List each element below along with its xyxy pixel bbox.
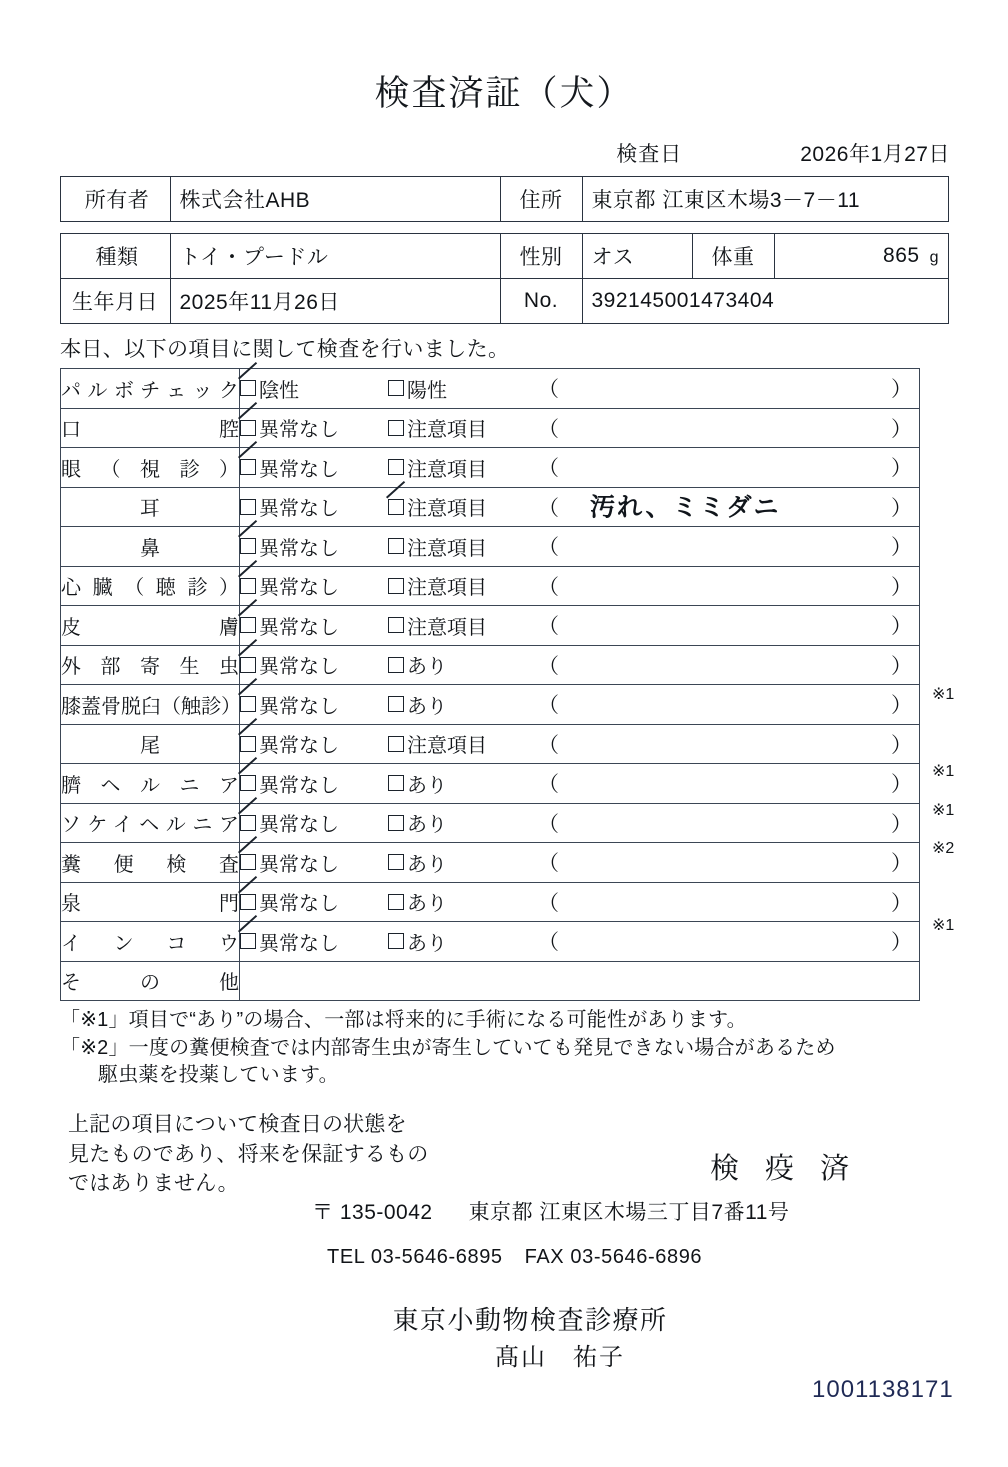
- paren-close: ）: [891, 536, 912, 560]
- footnote-mark: ※2: [932, 840, 955, 857]
- paren-open: （: [538, 694, 559, 718]
- checkbox-option-label: 注意項目: [407, 498, 487, 521]
- paren-close: ）: [891, 812, 912, 836]
- unchecked-box-icon[interactable]: [388, 775, 404, 791]
- checkbox-option[interactable]: [240, 492, 388, 521]
- checklist-item-label: 外部寄生虫: [61, 645, 240, 685]
- unchecked-box-icon[interactable]: [388, 538, 404, 554]
- checklist-row: [61, 645, 920, 685]
- owner-label: 所有者: [60, 177, 170, 222]
- checklist-item-label: 膝蓋骨脱臼（触診）: [61, 685, 240, 725]
- microchip-no-label: No.: [500, 279, 582, 324]
- footnote-mark: [926, 445, 986, 484]
- checklist-wrapper: [60, 368, 955, 1001]
- breed-value: トイ・プードル: [170, 234, 500, 279]
- clinic-address-line: [312, 1196, 789, 1226]
- checklist-item-label: パルボチェック: [61, 369, 240, 409]
- checklist-item-options: [240, 764, 920, 804]
- checkbox-option[interactable]: [240, 611, 388, 640]
- remark-field[interactable]: [538, 729, 919, 759]
- checkbox-option[interactable]: [240, 374, 388, 403]
- clinic-name: 東京小動物検査診療所: [392, 1304, 668, 1335]
- paren-open: （: [538, 457, 559, 481]
- checkbox-option-label: 異常なし: [259, 419, 339, 442]
- checklist-row: [61, 369, 920, 409]
- birth-row: [60, 279, 948, 324]
- checkbox-option-label: 異常なし: [259, 656, 339, 679]
- checklist-item-options: [240, 803, 920, 843]
- footnote-mark: [926, 561, 986, 600]
- checkbox-option-label: 注意項目: [407, 577, 487, 600]
- remark-field[interactable]: [538, 887, 919, 917]
- checklist-item-label: 心臓（聴診）: [61, 566, 240, 606]
- checkbox-option-label: 異常なし: [259, 498, 339, 521]
- footnote-mark: [926, 368, 986, 407]
- paren-open: （: [538, 536, 559, 560]
- footnote-mark: [926, 638, 986, 677]
- unchecked-box-icon[interactable]: [388, 854, 404, 870]
- unchecked-box-icon[interactable]: [388, 617, 404, 633]
- checkbox-option-label: 異常なし: [259, 735, 339, 758]
- remark-field[interactable]: [538, 492, 919, 522]
- checkbox-option-label: あり: [407, 695, 447, 718]
- checklist-row: [61, 527, 920, 567]
- checked-box-icon[interactable]: [240, 459, 256, 475]
- checked-box-icon[interactable]: [240, 894, 256, 910]
- paren-open: （: [538, 615, 559, 639]
- unchecked-box-icon[interactable]: [388, 657, 404, 673]
- checkbox-option[interactable]: [388, 413, 538, 442]
- paren-open: （: [538, 891, 559, 915]
- checkbox-option[interactable]: [240, 729, 388, 758]
- checked-box-icon[interactable]: [240, 657, 256, 673]
- checkbox-option-label: あり: [407, 853, 447, 876]
- footnote-mark: ※1: [932, 917, 955, 934]
- unchecked-box-icon[interactable]: [388, 696, 404, 712]
- checkbox-option[interactable]: [388, 374, 538, 403]
- paren-close: ）: [891, 575, 912, 599]
- checked-box-icon[interactable]: [240, 775, 256, 791]
- checked-box-icon[interactable]: [240, 736, 256, 752]
- footnotes: [60, 1007, 948, 1090]
- intro-text: 本日、以下の項目に関して検査を行いました。: [60, 338, 510, 361]
- checklist-row: [61, 448, 920, 488]
- checkbox-option-label: 陽性: [407, 379, 447, 402]
- checked-box-icon[interactable]: [240, 933, 256, 949]
- footnote-mark: [926, 715, 986, 754]
- clinic-address: 東京都 江東区木場三丁目7番11号: [468, 1200, 790, 1224]
- weight-value-cell: [774, 234, 948, 279]
- checkbox-option-label: 異常なし: [259, 893, 339, 916]
- checkbox-option[interactable]: [388, 769, 538, 798]
- checkbox-option[interactable]: [240, 571, 388, 600]
- paren-close: ）: [891, 931, 912, 955]
- paren-close: ）: [891, 378, 912, 402]
- remark-field[interactable]: [538, 847, 919, 877]
- checked-box-icon[interactable]: [388, 499, 404, 515]
- checklist-item-label: 尾: [61, 724, 240, 764]
- breed-row: [60, 234, 948, 279]
- checklist-row: [61, 922, 920, 962]
- sex-value: オス: [582, 234, 692, 279]
- remark-field[interactable]: [538, 571, 919, 601]
- checked-box-icon[interactable]: [240, 696, 256, 712]
- breed-label: 種類: [60, 234, 170, 279]
- checklist-row: [61, 882, 920, 922]
- paren-close: ）: [891, 694, 912, 718]
- paren-open: （: [538, 654, 559, 678]
- checkbox-option[interactable]: [240, 887, 388, 916]
- checklist-row: [61, 487, 920, 527]
- unchecked-box-icon[interactable]: [388, 380, 404, 396]
- weight-label: 体重: [692, 234, 774, 279]
- checkbox-option[interactable]: [240, 690, 388, 719]
- checklist-item-options: [240, 606, 920, 646]
- checkbox-option[interactable]: [388, 571, 538, 600]
- page-title: 検査済証（犬）: [374, 74, 634, 113]
- checklist-row: [61, 961, 920, 1001]
- disclaimer-line-2: 見たものであり、将来を保証するもの: [68, 1142, 429, 1166]
- checkbox-option-label: 注意項目: [407, 458, 487, 481]
- disclaimer-line-1: 上記の項目について検査日の状態を: [68, 1112, 407, 1136]
- checkbox-option-label: 異常なし: [259, 932, 339, 955]
- remark-field[interactable]: [538, 413, 919, 443]
- paren-open: （: [538, 378, 559, 402]
- checkbox-option[interactable]: [388, 808, 538, 837]
- checkbox-option-label: 異常なし: [259, 458, 339, 481]
- checklist-row: [61, 685, 920, 725]
- checklist-item-label: 皮 膚: [61, 606, 240, 646]
- footnote-mark: ※1: [932, 763, 955, 780]
- checklist-item-label: 耳: [61, 487, 240, 527]
- checklist-item-options: [240, 408, 920, 448]
- checklist-row: [61, 724, 920, 764]
- checkbox-option-label: あり: [407, 656, 447, 679]
- checklist-item-options: [240, 685, 920, 725]
- footnote-mark: ※1: [932, 801, 955, 819]
- checkbox-option[interactable]: [388, 729, 538, 758]
- paren-close: ）: [891, 852, 912, 876]
- paren-open: （: [538, 812, 559, 836]
- footnote-marks-column: [926, 368, 986, 984]
- checkbox-option-label: 注意項目: [407, 537, 487, 560]
- paren-open: （: [538, 417, 559, 441]
- checkbox-option-label: 異常なし: [259, 774, 339, 797]
- unchecked-box-icon[interactable]: [388, 459, 404, 475]
- unchecked-box-icon[interactable]: [388, 578, 404, 594]
- birth-value: 2025年11月26日: [170, 279, 500, 324]
- checklist-row: [61, 566, 920, 606]
- owner-row: [60, 177, 948, 222]
- checkbox-option-label: 陰性: [259, 379, 299, 402]
- checkbox-option[interactable]: [388, 611, 538, 640]
- paren-open: （: [538, 575, 559, 599]
- clinic-fax: FAX 03-5646-6896: [524, 1245, 703, 1268]
- footnote-mark: [926, 599, 986, 638]
- paren-close: ）: [891, 417, 912, 441]
- checked-box-icon[interactable]: [240, 617, 256, 633]
- checkbox-option-label: 異常なし: [259, 814, 339, 837]
- unchecked-box-icon[interactable]: [388, 894, 404, 910]
- checkbox-option-label: 注意項目: [407, 735, 487, 758]
- footnote-mark: [926, 407, 986, 446]
- sex-label: 性別: [500, 234, 582, 279]
- checkbox-option[interactable]: [240, 532, 388, 561]
- disclaimer: [68, 1110, 428, 1199]
- clinic-tel: TEL 03-5646-6895: [327, 1245, 503, 1268]
- serial-number: 1001138171: [812, 1375, 954, 1403]
- checkbox-option[interactable]: [388, 848, 538, 877]
- checkbox-option[interactable]: [240, 413, 388, 442]
- paren-close: ）: [891, 654, 912, 678]
- checklist-item-options: [240, 843, 920, 883]
- weight-unit: g: [929, 249, 939, 266]
- checkbox-option[interactable]: [388, 492, 538, 521]
- paren-close: ）: [891, 496, 912, 520]
- disclaimer-line-3: ではありません。: [68, 1172, 239, 1196]
- inspection-date-row: [0, 116, 1008, 168]
- paren-open: （: [538, 496, 559, 520]
- checkbox-option-label: あり: [407, 774, 447, 797]
- checklist-item-options: [240, 448, 920, 488]
- footnote-mark: [926, 522, 986, 561]
- checklist-item-label: そ の 他: [61, 961, 240, 1001]
- checkbox-option-label: あり: [407, 932, 447, 955]
- checked-box-icon[interactable]: [240, 815, 256, 831]
- checklist-item-options: [240, 961, 920, 1001]
- remark-field[interactable]: [538, 373, 919, 403]
- footnote-mark: ※1: [932, 686, 955, 703]
- checked-box-icon[interactable]: [240, 578, 256, 594]
- remark-field[interactable]: [538, 768, 919, 798]
- checkbox-option[interactable]: [240, 650, 388, 679]
- handwritten-remark: 汚れ、ミミダニ: [590, 492, 781, 522]
- checklist-item-label: 鼻: [61, 527, 240, 567]
- unchecked-box-icon[interactable]: [388, 736, 404, 752]
- checkbox-option[interactable]: [388, 887, 538, 916]
- footnote-2: 「※2」一度の糞便検査では内部寄生虫が寄生していても発見できない場合があるため: [60, 1036, 836, 1059]
- checkbox-option-label: 異常なし: [259, 695, 339, 718]
- checklist-item-label: 口 腔: [61, 408, 240, 448]
- remark-field[interactable]: [538, 531, 919, 561]
- inspection-date-label: 検査日: [616, 143, 683, 166]
- unchecked-box-icon[interactable]: [388, 815, 404, 831]
- footnote-mark: [926, 946, 986, 985]
- animal-info-table: [60, 233, 949, 324]
- checklist-row: [61, 606, 920, 646]
- checklist-item-options: [240, 922, 920, 962]
- checkbox-option-label: 異常なし: [259, 577, 339, 600]
- checklist-item-label: 泉 門: [61, 882, 240, 922]
- checkbox-option[interactable]: [240, 927, 388, 956]
- quarantine-stamp: 検 疫 済: [710, 1152, 859, 1185]
- paren-close: ）: [891, 615, 912, 639]
- checked-box-icon[interactable]: [240, 538, 256, 554]
- checked-box-icon[interactable]: [240, 854, 256, 870]
- checklist-table: [60, 368, 920, 1001]
- microchip-no-value: 392145001473404: [582, 279, 948, 324]
- paren-open: （: [538, 733, 559, 757]
- address-value: 東京都 江東区木場3－7－11: [582, 177, 948, 222]
- checkbox-option[interactable]: [240, 848, 388, 877]
- checklist-item-label: 臍ヘルニア: [61, 764, 240, 804]
- checkbox-option[interactable]: [388, 690, 538, 719]
- owner-value: 株式会社AHB: [170, 177, 500, 222]
- checklist-item-label: ソケイヘルニア: [61, 803, 240, 843]
- unchecked-box-icon[interactable]: [240, 499, 256, 515]
- checklist-item-label: 眼（視診）: [61, 448, 240, 488]
- footnote-2-cont: 駆虫薬を投薬しています。: [98, 1064, 339, 1087]
- address-label: 住所: [500, 177, 582, 222]
- inspection-date-value: 2026年1月27日: [800, 143, 950, 166]
- clinic-zip: 〒 135-0042: [312, 1200, 433, 1224]
- checklist-row: [61, 803, 920, 843]
- checkbox-option[interactable]: [388, 453, 538, 482]
- remark-field[interactable]: [538, 689, 919, 719]
- checkbox-option-label: 異常なし: [259, 537, 339, 560]
- unchecked-box-icon[interactable]: [388, 933, 404, 949]
- bottom-block: [50, 1104, 958, 1404]
- checklist-item-label: 糞便検査: [61, 843, 240, 883]
- checkbox-option[interactable]: [240, 453, 388, 482]
- checklist-row: [61, 764, 920, 804]
- checkbox-option-label: 異常なし: [259, 853, 339, 876]
- checklist-item-options: [240, 645, 920, 685]
- checkbox-option-label: 異常なし: [259, 616, 339, 639]
- remark-field[interactable]: [538, 650, 919, 680]
- birth-label: 生年月日: [60, 279, 170, 324]
- footnote-1: 「※1」項目で“あり”の場合、一部は将来的に手術になる可能性があります。: [60, 1009, 747, 1031]
- checklist-item-options: [240, 724, 920, 764]
- paren-close: ）: [891, 457, 912, 481]
- remark-field[interactable]: [538, 808, 919, 838]
- checkbox-option[interactable]: [388, 532, 538, 561]
- remark-field[interactable]: [538, 926, 919, 956]
- checklist-row: [61, 408, 920, 448]
- remark-field[interactable]: [538, 452, 919, 482]
- checked-box-icon[interactable]: [240, 420, 256, 436]
- checkbox-option-label: 注意項目: [407, 419, 487, 442]
- checklist-item-options: [240, 487, 920, 527]
- owner-info-table: [60, 176, 949, 222]
- paren-open: （: [538, 773, 559, 797]
- veterinarian-name: 髙山 祐子: [495, 1343, 625, 1371]
- paren-open: （: [538, 931, 559, 955]
- checkbox-option[interactable]: [240, 769, 388, 798]
- checkbox-option[interactable]: [240, 808, 388, 837]
- clinic-contact-line: [327, 1246, 702, 1269]
- checklist-item-label: インコウ: [61, 922, 240, 962]
- checklist-row: [61, 843, 920, 883]
- paren-close: ）: [891, 773, 912, 797]
- checklist-item-options: [240, 882, 920, 922]
- paren-close: ）: [891, 891, 912, 915]
- checklist-item-options: [240, 369, 920, 409]
- checkbox-option[interactable]: [388, 650, 538, 679]
- checked-box-icon[interactable]: [240, 380, 256, 396]
- checklist-item-options: [240, 527, 920, 567]
- checkbox-option[interactable]: [388, 927, 538, 956]
- paren-open: （: [538, 852, 559, 876]
- checkbox-option-label: あり: [407, 893, 447, 916]
- footnote-mark: [926, 869, 986, 908]
- checklist-item-options: [240, 566, 920, 606]
- checkbox-option-label: あり: [407, 814, 447, 837]
- paren-close: ）: [891, 733, 912, 757]
- footnote-mark: [926, 484, 986, 523]
- unchecked-box-icon[interactable]: [388, 420, 404, 436]
- remark-field[interactable]: [538, 610, 919, 640]
- checkbox-option-label: 注意項目: [407, 616, 487, 639]
- weight-value: 865: [883, 244, 920, 267]
